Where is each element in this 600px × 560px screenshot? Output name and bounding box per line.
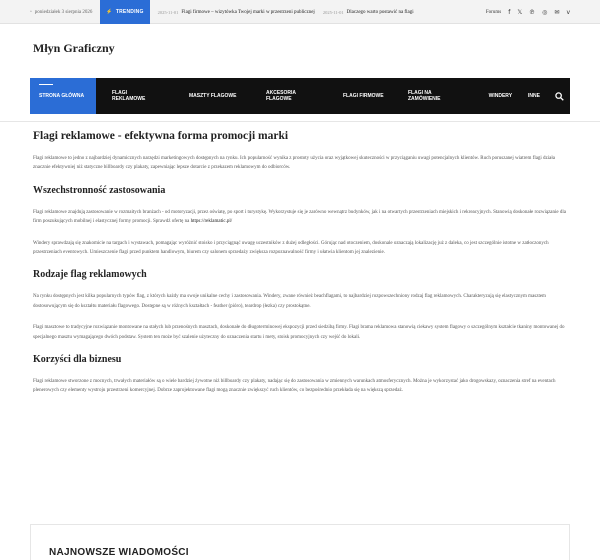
section-paragraph: Windery sprawdzają się znakomicie na targach i wystawach, pomagając wyróżnić stoisko i przyciągnąć uwagę uczestników z dużej odległości. Górując nad otoczeniem, doskonale oznaczają lokalizację już z daleka, co jest szczególnie istotne w zatłoczonych przestrzeniach eventowych. Umieszczenie flagi przed punktem handlowym, biurem czy salonem sprzedaży zwiększa rozpoznawalność firmy i ułatwia klientom jej znalezienie. <box>33 240 549 256</box>
article-section <box>33 185 567 258</box>
divider <box>0 121 600 122</box>
ticker-item[interactable] <box>158 10 315 15</box>
section-paragraph: Flagi reklamowe stworzone z mocnych, trwałych materiałów są o wiele bardziej żywotne niż billboardy czy plakaty, nadając się do zastosowania w zmiennych warunkach atmosferycznych. Można je wykorzystać jako drogowskazy, oznaczenia stref na eventach plenerowych czy elementy wystroju przestrzeni komercyjnej. Dobrze zaprojektowane flagi mogą znacznie zwiększyć ruch klientów, co bezpośrednio przekłada się na większą sprzedaż. <box>33 379 556 394</box>
latest-news-title: NAJNOWSZE WIADOMOŚCI <box>49 547 189 558</box>
section-title: Rodzaje flag reklamowych <box>33 269 147 281</box>
ticker-title[interactable]: Flagi firmowe – wizytówka Twojej marki w przestrzeni publicznej <box>181 9 315 15</box>
nav-item-akcesoria-flagowe[interactable]: AKCESORIA FLAGOWE <box>266 90 296 102</box>
x-icon[interactable]: 𝕏 <box>517 8 523 16</box>
search-button[interactable] <box>548 78 570 114</box>
nav-item-windery[interactable]: WINDERY <box>488 93 513 99</box>
nav-item-flagi-reklamowe[interactable]: FLAGI REKLAMOWE <box>112 90 146 102</box>
offer-link[interactable]: https://reklamatic.pl/ <box>190 219 233 225</box>
article-section <box>33 354 567 396</box>
nav-item-maszty-flagowe[interactable]: MASZTY FLAGOWE <box>189 93 237 99</box>
forum-link[interactable]: Forums <box>485 9 502 15</box>
article <box>33 130 567 408</box>
section-title: Korzyści dla biznesu <box>33 354 122 366</box>
nav-item-flagi-firmowe[interactable]: FLAGI FIRMOWE <box>343 93 384 99</box>
vimeo-icon[interactable]: v <box>566 8 570 16</box>
ticker-date: 2025-11-01 <box>322 9 344 15</box>
facebook-icon[interactable]: f <box>508 8 511 16</box>
ticker-title[interactable]: Dlaczego warto postawić na flagi <box>346 9 414 15</box>
calendar-icon: ▫ <box>30 9 32 15</box>
main-nav <box>30 78 570 114</box>
latest-news-panel <box>30 524 570 560</box>
page-title: Flagi reklamowe - efektywna forma promocji marki <box>33 130 289 142</box>
instagram-icon[interactable]: ◎ <box>542 8 548 16</box>
section-paragraph: Flagi reklamowe znajdują zastosowanie w rozmaitych branżach - od motoryzacji, przez oświatę, po sport i turystykę. Wykorzystuje się je zarówno wewnątrz budynków, jak i na otwartych przestrzeniach miejskich i rekreacyjnych. Stanowią doskonałe rozwiązanie dla firm poszukujących mobilnej i elastycznej formy promocji. Sprawdź ofertę na https://reklamatic.pl/ <box>33 209 566 225</box>
bolt-icon: ⚡ <box>106 9 113 15</box>
top-bar <box>0 0 600 24</box>
nav-item-inne[interactable]: INNE <box>528 93 540 99</box>
site-title[interactable]: Młyn Graficzny <box>33 41 115 55</box>
pinterest-icon[interactable]: ℗ <box>529 8 536 16</box>
article-section <box>33 269 567 342</box>
nav-item-flagi-na-zamowienie[interactable]: FLAGI NA ZAMÓWIENIE <box>408 90 441 102</box>
search-icon <box>555 92 564 101</box>
current-date: ▫ poniedziałek 3 sierpnia 2026 <box>30 9 93 15</box>
section-paragraph: Flagi masztowe to tradycyjne rozwiązanie montowane na stałych lub przenośnych masztach, doskonałe do długoterminowej ekspozycji przed siedzibą firmy. Flagi brama reklamowa stanowią ciekawy system flagowy o szczególnym kształcie tkaniny montowanej do specjalnego masztu wymagającego dwóch podstaw. System ten może być szalenie użyteczny do oznaczenia startu i mety, stoisk promocyjnych czy wejść do lokali. <box>33 325 565 340</box>
ticker-date: 2025-11-01 <box>157 9 179 15</box>
section-paragraph: Na rynku dostępnych jest kilka popularnych typów flag, z których każdy ma swoje unikalne cechy i zastosowania. Windery, zwane również beachflagami, to najbardziej rozpowszechniony rodzaj flag reklamowych. Charakteryzują się elastycznym masztem dostosowującym się do kształtu materiału flagowego. Dostępne są w różnych kształtach - feather (pióro), teardrop (łezka) czy prostokątne. <box>33 294 546 309</box>
article-intro: Flagi reklamowe to jedno z najbardziej dynamicznych narzędzi marketingowych dostępnych na rynku. Ich popularność wynika z prostoty użycia oraz wyjątkowej skuteczności w przyciąganiu uwagi potencjalnych klientów. Ruch poruszanej wiatrem flagi działa znacznie efektywniej niż statyczne billboardy czy plakaty, zapewniając lepsze dotarcie z przekazem reklamowym do odbiorców. <box>33 156 555 171</box>
nav-item-home[interactable]: STRONA GŁÓWNA <box>30 78 96 114</box>
trending-badge: ⚡ TRENDING <box>100 0 149 24</box>
ticker-item[interactable] <box>323 10 414 15</box>
section-title: Wszechstronność zastosowania <box>33 184 166 196</box>
mail-icon[interactable]: ✉ <box>554 8 560 16</box>
